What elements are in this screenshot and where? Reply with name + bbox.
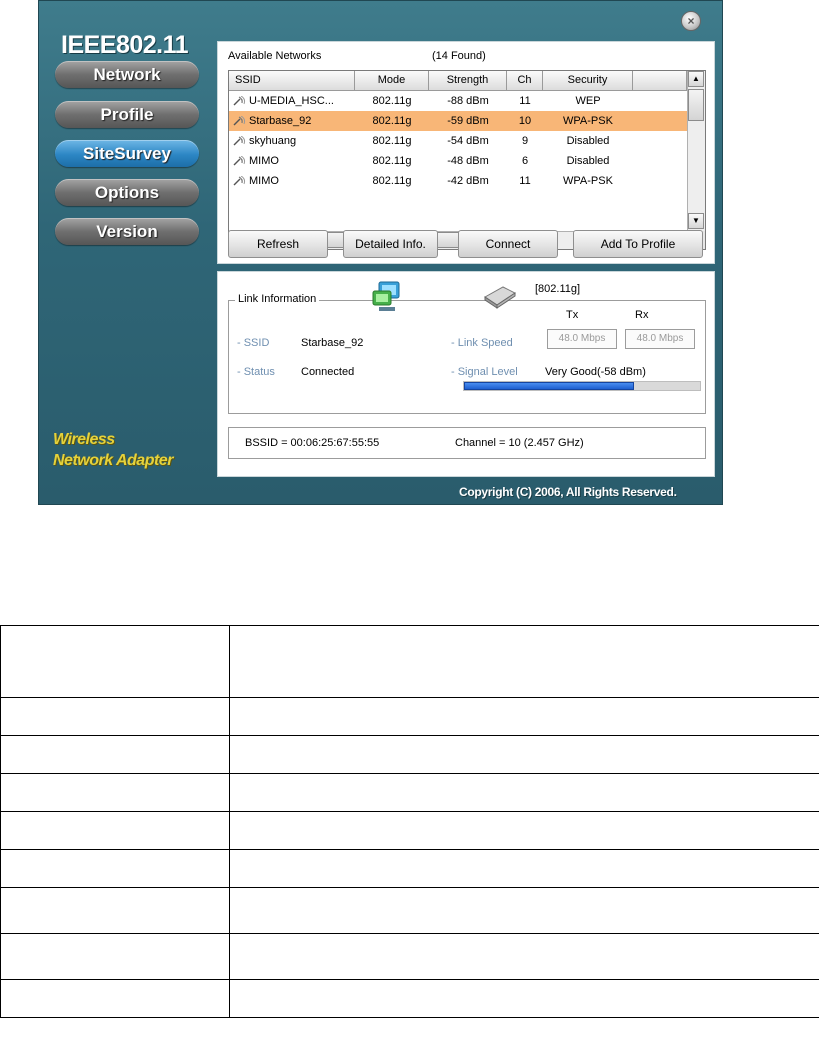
network-strength: -59 dBm [447,115,489,127]
connect-button[interactable]: Connect [458,230,558,258]
link-speed-label: - Link Speed [451,337,513,349]
link-information-group [228,283,706,414]
table-cell-description [230,934,819,980]
tx-label: Tx [566,309,579,321]
bssid-box [228,427,706,459]
network-strength: -42 dBm [447,175,489,187]
computer-network-icon [369,279,405,315]
network-ssid-text: Starbase_92 [249,115,312,127]
link-info-panel [217,271,715,477]
table-cell-term [1,980,230,1018]
network-row[interactable] [229,91,687,111]
description-table [0,625,819,1018]
network-ch: 11 [519,175,531,187]
tagline-line-1: Wireless [53,431,115,448]
table-cell-description [230,888,819,934]
table-cell-description [230,850,819,888]
link-information-title: Link Information [235,293,319,305]
antenna-icon [233,116,247,126]
column-header-mode[interactable]: Mode [355,71,429,91]
close-icon[interactable]: × [681,11,701,31]
ssid-value: Starbase_92 [301,337,364,349]
table-cell-description [230,736,819,774]
column-header-ssid[interactable]: SSID [229,71,355,91]
network-ch: 11 [519,95,531,107]
table-cell-description [230,980,819,1018]
table-row [1,812,819,850]
network-ch: 10 [518,115,532,127]
status-label: - Status [237,366,275,378]
network-security: Disabled [566,135,610,147]
table-cell-description [230,626,819,698]
network-ssid-text: MIMO [249,155,279,167]
network-ch: 6 [521,155,529,167]
signal-level-value: Very Good(-58 dBm) [545,366,646,378]
network-row[interactable] [229,171,687,191]
table-cell-term [1,774,230,812]
antenna-icon [233,96,247,106]
rx-rate-field: 48.0 Mbps [625,329,695,349]
link-mode: [802.11g] [535,283,581,295]
add-to-profile-button[interactable]: Add To Profile [573,230,703,258]
network-strength: -48 dBm [447,155,489,167]
nav-options-button[interactable]: Options [55,179,199,206]
table-row [1,736,819,774]
network-security: WEP [575,95,601,107]
nav-sitesurvey-button[interactable]: SiteSurvey [55,140,199,167]
network-mode: 802.11g [372,175,412,187]
column-header-strength[interactable]: Strength [429,71,507,91]
table-row [1,850,819,888]
antenna-icon [233,156,247,166]
vertical-scrollbar[interactable] [687,71,705,231]
signal-level-fill [464,382,634,390]
antenna-icon [233,136,247,146]
tx-rate-field: 48.0 Mbps [547,329,617,349]
network-ssid-text: skyhuang [249,135,297,147]
networks-list[interactable] [228,70,706,250]
network-ssid [233,131,355,151]
scroll-down-icon[interactable]: ▼ [688,213,704,229]
network-security: WPA-PSK [563,175,613,187]
network-ch: 9 [521,135,529,147]
network-row[interactable] [229,131,687,151]
network-ssid [233,91,355,111]
network-ssid [233,111,355,131]
network-security: Disabled [566,155,610,167]
network-mode: 802.11g [372,95,412,107]
table-row [1,698,819,736]
nav-profile-button[interactable]: Profile [55,101,199,128]
vertical-scroll-thumb[interactable] [688,89,704,121]
status-value: Connected [301,366,355,378]
table-cell-description [230,774,819,812]
networks-panel [217,41,715,264]
table-cell-term [1,850,230,888]
network-strength: -54 dBm [447,135,489,147]
tagline-line-2: Network Adapter [53,452,173,469]
network-mode: 802.11g [372,155,412,167]
network-ssid-text: MIMO [249,175,279,187]
signal-level-bar [463,381,701,391]
utility-window [38,0,723,505]
network-row[interactable] [229,111,687,131]
table-cell-term [1,888,230,934]
table-cell-term [1,698,230,736]
network-mode: 802.11g [372,135,412,147]
available-networks-label: Available Networks [228,50,322,62]
table-row [1,888,819,934]
bssid-value: BSSID = 00:06:25:67:55:55 [245,437,380,449]
antenna-icon [233,176,247,186]
table-cell-term [1,934,230,980]
channel-value: Channel = 10 (2.457 GHz) [455,437,584,449]
detailed-info-button[interactable]: Detailed Info. [343,230,438,258]
network-ssid [233,171,355,191]
brand-title: IEEE802.11 [61,31,189,59]
refresh-button[interactable]: Refresh [228,230,328,258]
table-cell-description [230,812,819,850]
table-row [1,934,819,980]
network-ssid-text: U-MEDIA_HSC... [249,95,334,107]
found-count: (14 Found) [432,50,486,62]
table-cell-term [1,812,230,850]
nav-version-button[interactable]: Version [55,218,199,245]
wireless-adapter-icon [483,283,517,309]
scroll-up-icon[interactable]: ▲ [688,71,704,87]
column-header-security[interactable]: Security [543,71,633,91]
network-security: WPA-PSK [563,115,613,127]
table-row [1,774,819,812]
copyright-text: Copyright (C) 2006, All Rights Reserved. [459,485,677,499]
column-header-blank [633,71,687,91]
table-row [1,980,819,1018]
network-row[interactable] [229,151,687,171]
column-header-channel[interactable]: Ch [507,71,543,91]
table-cell-term [1,626,230,698]
rx-label: Rx [635,309,649,321]
network-mode: 802.11g [372,115,412,127]
network-ssid [233,151,355,171]
ssid-label: - SSID [237,337,270,349]
table-row [1,626,819,698]
table-cell-description [230,698,819,736]
table-cell-term [1,736,230,774]
network-strength: -88 dBm [447,95,489,107]
nav-network-button[interactable]: Network [55,61,199,88]
signal-level-label: - Signal Level [451,366,518,378]
